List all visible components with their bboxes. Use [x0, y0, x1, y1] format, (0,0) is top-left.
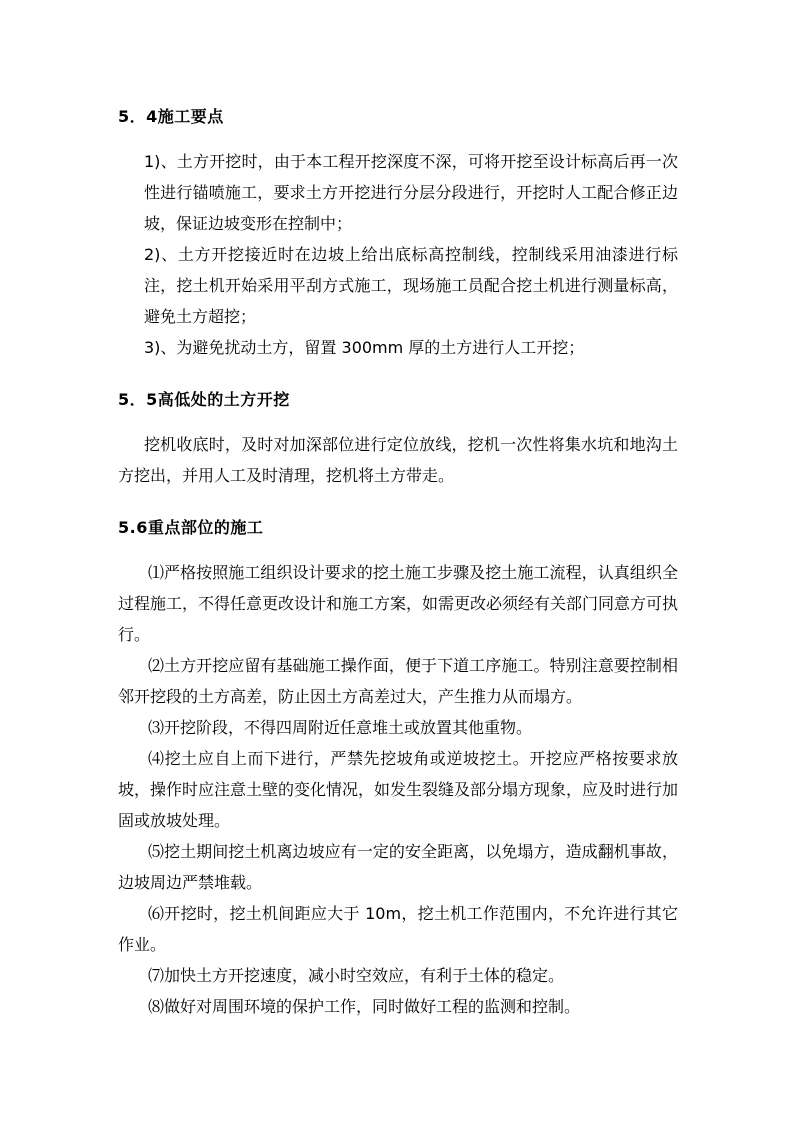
- paragraph-5-6-item-7: ⑺加快土方开挖速度，减小时空效应，有利于土体的稳定。: [148, 966, 565, 985]
- paragraph-5-6-item-3: ⑶开挖阶段，不得四周附近任意堆土或放置其他重物。: [148, 718, 533, 737]
- paragraph-5-6-item-4: ⑷挖土应自上而下进行，严禁先挖坡角或逆坡挖土。开挖应严格按要求放坡，操作时应注意土壁的变化情况，如发生裂缝及部分塌方现象，应及时进行加固或放坡处理。: [118, 749, 679, 830]
- paragraph-5-4-item-3: 3)、为避免扰动土方，留置 300mm 厚的土方进行人工开挖；: [144, 338, 585, 357]
- paragraph-5-6-item-8: ⑻做好对周围环境的保护工作，同时做好工程的监测和控制。: [148, 997, 581, 1016]
- section-heading-5-4: 5．4施工要点: [118, 107, 224, 126]
- paragraph-5-4-item-2: 2)、土方开挖接近时在边坡上给出底标高控制线，控制线采用油漆进行标注，挖土机开始采用平刮方式施工，现场施工员配合挖土机进行测量标高，避免土方超挖；: [144, 245, 678, 326]
- section-heading-5-5: 5．5高低处的土方开挖: [118, 390, 290, 409]
- paragraph-5-6-item-1: ⑴严格按照施工组织设计要求的挖土施工步骤及挖土施工流程，认真组织全过程施工，不得任意更改设计和施工方案，如需更改必须经有关部门同意方可执行。: [118, 563, 679, 644]
- paragraph-5-6-item-2: ⑵土方开挖应留有基础施工操作面，便于下道工序施工。特别注意要控制相邻开挖段的土方高差，防止因土方高差过大，产生推力从而塌方。: [118, 656, 678, 706]
- paragraph-5-4-item-1: 1)、土方开挖时，由于本工程开挖深度不深，可将开挖至设计标高后再一次性进行锚喷施工，要求土方开挖进行分层分段进行，开挖时人工配合修正边坡，保证边坡变形在控制中；: [144, 152, 678, 233]
- paragraph-5-5: 挖机收底时，及时对加深部位进行定位放线，挖机一次性将集水坑和地沟土方挖出，并用人工及时清理，挖机将土方带走。: [118, 435, 678, 485]
- paragraph-5-6-item-5: ⑸挖土期间挖土机离边坡应有一定的安全距离，以免塌方，造成翻机事故，边坡周边严禁堆载。: [118, 842, 678, 892]
- paragraph-5-6-item-6: ⑹开挖时，挖土机间距应大于 10m，挖土机工作范围内，不允许进行其它作业。: [118, 904, 678, 954]
- section-heading-5-6: 5.6重点部位的施工: [118, 518, 264, 537]
